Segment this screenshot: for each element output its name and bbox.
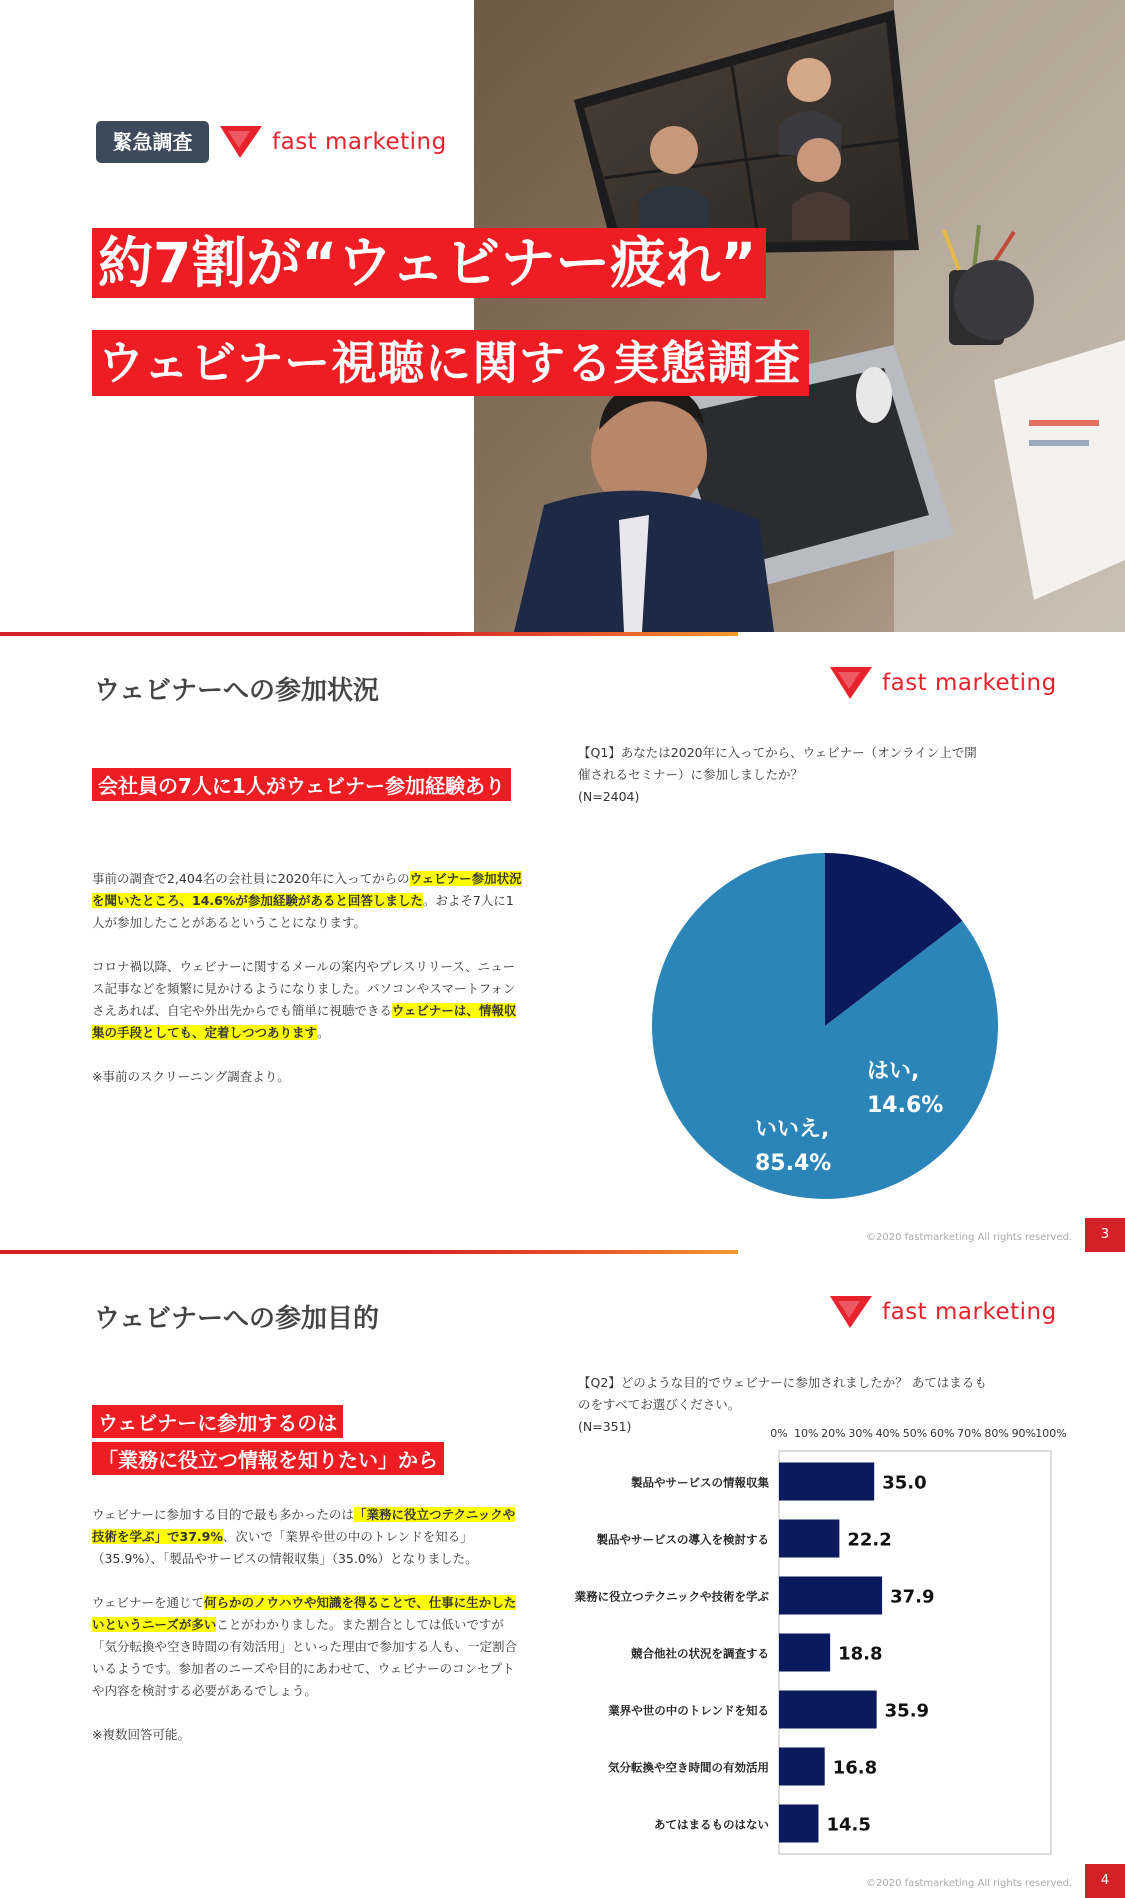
question-block bbox=[578, 742, 998, 808]
bar bbox=[779, 1748, 825, 1786]
x-tick-label: 40% bbox=[875, 1427, 901, 1440]
brand-logo-text: fast marketing bbox=[882, 670, 1057, 696]
body-text bbox=[92, 868, 524, 1110]
category-label: 業界や世の中のトレンドを知る bbox=[608, 1703, 769, 1718]
pie-data-label: はい, 14.6% bbox=[867, 1059, 944, 1118]
x-tick-label: 50% bbox=[902, 1427, 928, 1440]
text-run: 。およそ7人に1人が参加したことがあるということになります。 bbox=[92, 893, 514, 930]
brand-logo-icon bbox=[220, 126, 262, 158]
text-run: ことがわかりました。また割合としては低いですが「気分転換や空き時間の有効活用」といった理由で参加する人も、一定割合いるようです。参加者のニーズや目的にあわせて、ウェビナーのコンセプトや内容を検討する必要があるでしょう。 bbox=[92, 1617, 518, 1698]
slide-title: ウェビナーへの参加状況 bbox=[94, 676, 379, 706]
note: ※複数回答可能。 bbox=[92, 1727, 190, 1742]
bar bbox=[779, 1805, 818, 1843]
cover-slide bbox=[0, 0, 1125, 636]
headline: 会社員の7人に1人がウェビナー参加経験あり bbox=[92, 768, 511, 801]
bar bbox=[779, 1691, 877, 1729]
x-tick-label: 20% bbox=[821, 1427, 846, 1440]
paragraph bbox=[92, 956, 524, 1044]
urgent-survey-badge: 緊急調査 bbox=[96, 121, 209, 163]
x-tick-label: 0% bbox=[770, 1427, 788, 1440]
brand-logo bbox=[220, 126, 447, 158]
category-label: 製品やサービスの情報収集 bbox=[631, 1475, 769, 1490]
bar bbox=[779, 1577, 882, 1615]
category-label: 製品やサービスの導入を検討する bbox=[596, 1532, 769, 1547]
slide-participation-status bbox=[0, 636, 1125, 1254]
slide-title: ウェビナーへの参加目的 bbox=[94, 1304, 379, 1334]
headline-line1: ウェビナーに参加するのは bbox=[92, 1405, 343, 1438]
x-tick-label: 90% bbox=[1011, 1427, 1037, 1440]
pie-chart bbox=[600, 826, 1050, 1226]
x-tick-label: 100% bbox=[1035, 1427, 1067, 1440]
brand-logo-text: fast marketing bbox=[272, 129, 447, 155]
text-run: 。 bbox=[317, 1025, 330, 1040]
bar bbox=[779, 1520, 839, 1558]
brand-logo bbox=[830, 667, 1057, 699]
text-run: コロナ禍以降、ウェビナーに関するメールの案内やプレスリリース、ニュース記事などを頻繁に見かけるようになりました。パソコンやスマートフォンさえあれば、自宅や外出先からでも簡単に視聴できる bbox=[92, 959, 516, 1018]
paragraph bbox=[92, 1592, 524, 1702]
x-tick-label: 80% bbox=[984, 1427, 1009, 1440]
cover-photo bbox=[474, 0, 1125, 632]
bar-chart bbox=[560, 1419, 1080, 1874]
copyright: ©2020 fastmarketing All rights reserved. bbox=[866, 1232, 1073, 1243]
slide-participation-purpose bbox=[0, 1254, 1125, 1898]
x-tick-label: 30% bbox=[848, 1427, 873, 1440]
text-run: ウェビナーを通じて bbox=[92, 1595, 205, 1610]
x-tick-label: 70% bbox=[957, 1427, 982, 1440]
brand-logo-text: fast marketing bbox=[882, 1299, 1057, 1325]
paragraph bbox=[92, 868, 524, 934]
cover-title-line1: 約7割が“ウェビナー疲れ” bbox=[92, 228, 766, 298]
text-run: 、次いで「業界や世の中のトレンドを知る」（35.9%）、「製品やサービスの情報収集」（35.0%）となりました。 bbox=[92, 1529, 478, 1566]
bar bbox=[779, 1634, 830, 1672]
category-label: 気分転換や空き時間の有効活用 bbox=[608, 1760, 769, 1775]
sample-size: (N=2404) bbox=[578, 789, 640, 804]
highlighted-text: 「業務に役立つテクニックや技術を学ぶ」で37.9% bbox=[92, 1507, 516, 1544]
x-tick-label: 60% bbox=[929, 1427, 955, 1440]
category-label: あてはまるものはない bbox=[654, 1817, 769, 1832]
copyright: ©2020 fastmarketing All rights reserved. bbox=[866, 1878, 1073, 1889]
highlighted-text: ウェビナー参加状況を聞いたところ、14.6%が参加経験があると回答しました bbox=[92, 871, 522, 908]
question-text: 【Q2】どのような目的でウェビナーに参加されましたか？ あてはまるものをすべてお選びください。 bbox=[578, 1375, 987, 1412]
brand-logo bbox=[830, 1296, 1057, 1328]
bar-value-label: 22.2 bbox=[847, 1529, 892, 1551]
bar-value-label: 35.9 bbox=[884, 1700, 930, 1722]
note: ※事前のスクリーニング調査より。 bbox=[92, 1069, 290, 1084]
bar-value-label: 16.8 bbox=[832, 1757, 878, 1779]
cover-title-line2: ウェビナー視聴に関する実態調査 bbox=[92, 330, 809, 396]
body-text bbox=[92, 1504, 524, 1768]
bar bbox=[779, 1463, 874, 1501]
bar-value-label: 14.5 bbox=[826, 1814, 871, 1836]
sample-size: (N=351) bbox=[578, 1419, 632, 1434]
headline-line2: 「業務に役立つ情報を知りたい」から bbox=[92, 1442, 444, 1475]
text-run: ウェビナーに参加する目的で最も多かったのは bbox=[92, 1507, 355, 1522]
paragraph bbox=[92, 1504, 524, 1570]
category-label: 競合他社の状況を調査する bbox=[631, 1646, 769, 1661]
page-number: 4 bbox=[1085, 1864, 1125, 1898]
x-tick-label: 10% bbox=[793, 1427, 819, 1440]
brand-logo-icon bbox=[830, 667, 872, 699]
bar-value-label: 35.0 bbox=[882, 1472, 927, 1494]
highlighted-text: 何らかのノウハウや知識を得ることで、仕事に生かしたいというニーズが多い bbox=[92, 1595, 517, 1632]
page-number: 3 bbox=[1085, 1218, 1125, 1252]
brand-logo-icon bbox=[830, 1296, 872, 1328]
category-label: 業務に役立つテクニックや技術を学ぶ bbox=[574, 1589, 769, 1604]
text-run: 事前の調査で2,404名の会社員に2020年に入ってからの bbox=[92, 871, 410, 886]
bar-value-label: 18.8 bbox=[838, 1643, 883, 1665]
question-text: 【Q1】あなたは2020年に入ってから、ウェビナー（オンライン上で開催されるセミナー）に参加しましたか？ bbox=[578, 745, 977, 782]
bar-value-label: 37.9 bbox=[890, 1586, 935, 1608]
highlighted-text: ウェビナーは、情報収集の手段としても、定着しつつあります bbox=[92, 1003, 517, 1040]
pie-data-label: いいえ, 85.4% bbox=[755, 1117, 832, 1176]
